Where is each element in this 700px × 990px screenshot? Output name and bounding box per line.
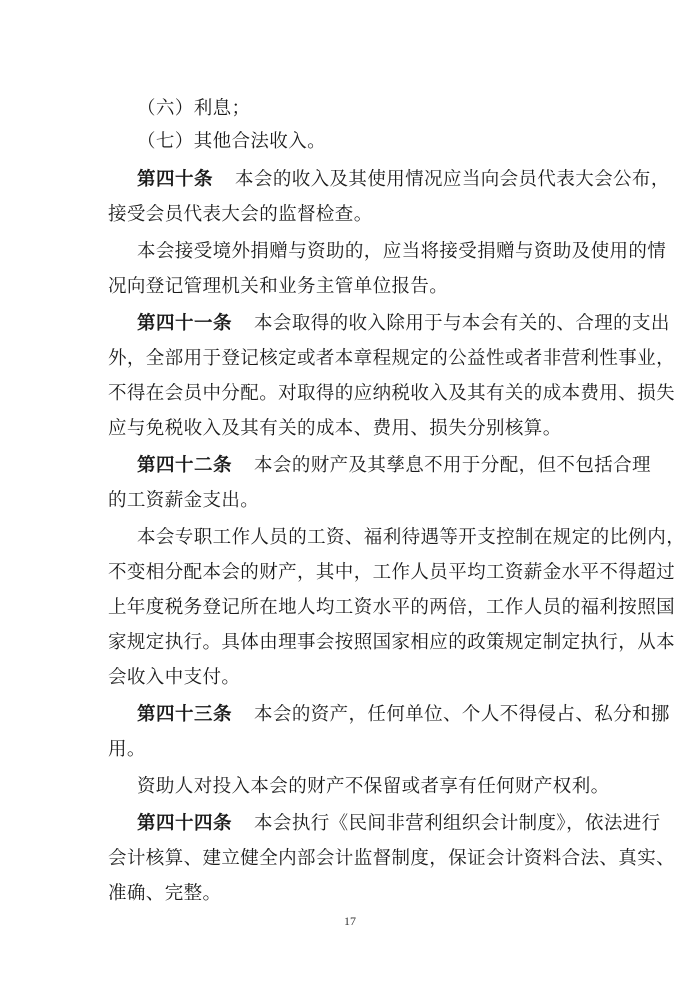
line-text: 的工资薪金支出。 <box>108 490 260 511</box>
line-text: 用。 <box>108 739 146 760</box>
article-41-first-line <box>137 312 670 336</box>
line-text: 本会的财产及其孳息不用于分配，但不包括合理 <box>254 455 651 476</box>
text-line <box>108 882 608 906</box>
line-text: 上年度税务登记所在地人均工资水平的两倍，工作人员的福利按照国 <box>108 597 676 618</box>
text-line <box>108 847 676 871</box>
text-line <box>137 130 637 154</box>
line-text: 不变相分配本会的财产，其中，工作人员平均工资薪金水平不得超过 <box>108 562 676 583</box>
article-number: 第四十四条 <box>137 813 233 834</box>
article-43-first-line <box>137 703 670 727</box>
text-line <box>137 97 637 121</box>
line-text: 准确、完整。 <box>108 883 222 904</box>
text-line <box>108 561 676 585</box>
page-number: 17 <box>344 914 356 928</box>
article-number: 第四十二条 <box>137 455 233 476</box>
line-text: 家规定执行。具体由理事会按照国家相应的政策规定制定执行，从本 <box>108 632 676 653</box>
line-text: 本会的收入及其使用情况应当向会员代表大会公布， <box>235 169 670 190</box>
text-line <box>108 631 676 655</box>
line-text: 资助人对投入本会的财产不保留或者享有任何财产权利。 <box>137 776 610 797</box>
line-text: 本会执行《民间非营利组织会计制度》，依法进行 <box>254 813 661 834</box>
text-line <box>108 203 608 227</box>
article-42-first-line <box>137 454 651 478</box>
line-text: 况向登记管理机关和业务主管单位报告。 <box>108 276 449 297</box>
text-line <box>137 526 686 550</box>
line-text: 本会专职工作人员的工资、福利待遇等开支控制在规定的比例内， <box>137 527 686 548</box>
line-text: 外，全部用于登记核定或者本章程规定的公益性或者非营利性事业， <box>108 348 676 369</box>
line-text: （七）其他合法收入。 <box>137 131 327 152</box>
text-line <box>108 347 676 371</box>
text-line <box>108 417 608 441</box>
line-text: （六）利息； <box>137 98 251 119</box>
text-line <box>108 738 608 762</box>
line-text: 会计核算、建立健全内部会计监督制度，保证会计资料合法、真实、 <box>108 848 676 869</box>
text-line <box>108 596 676 620</box>
article-number: 第四十三条 <box>137 704 233 725</box>
line-text: 接受会员代表大会的监督检查。 <box>108 204 373 225</box>
text-line <box>137 240 667 264</box>
line-text: 不得在会员中分配。对取得的应纳税收入及其有关的成本费用、损失 <box>108 383 676 404</box>
text-line <box>108 275 608 299</box>
article-44-first-line <box>137 812 661 836</box>
line-text: 本会接受境外捐赠与资助的，应当将接受捐赠与资助及使用的情 <box>137 241 667 262</box>
text-line <box>137 775 637 799</box>
line-text: 应与免税收入及其有关的成本、费用、损失分别核算。 <box>108 418 562 439</box>
line-text: 本会的资产，任何单位、个人不得侵占、私分和挪 <box>254 704 670 725</box>
text-line <box>108 666 608 690</box>
line-text: 会收入中支付。 <box>108 667 241 688</box>
article-number: 第四十条 <box>137 169 214 190</box>
article-number: 第四十一条 <box>137 313 233 334</box>
line-text: 本会取得的收入除用于与本会有关的、合理的支出 <box>254 313 670 334</box>
text-line <box>108 382 676 406</box>
text-line <box>108 489 608 513</box>
article-40-first-line <box>137 168 670 192</box>
